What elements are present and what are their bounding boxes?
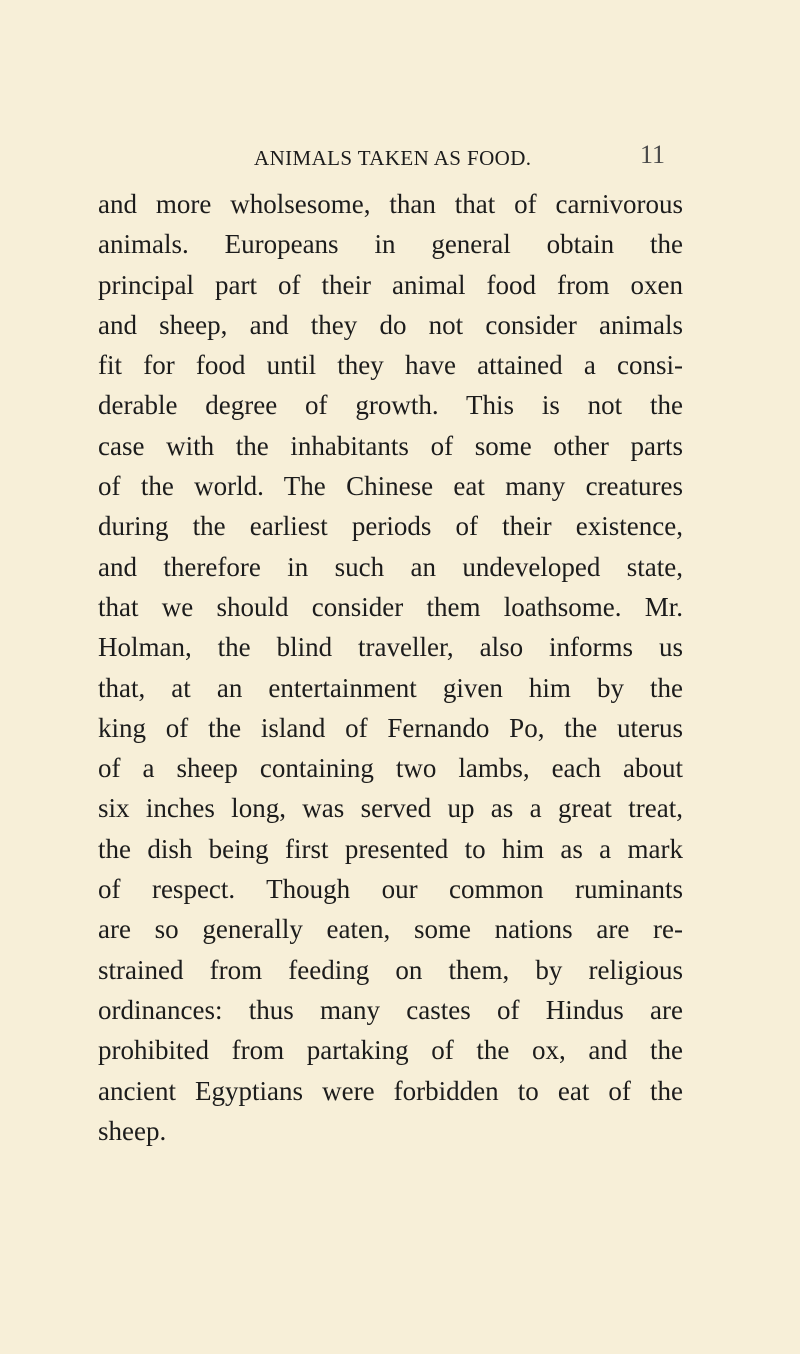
text-line: sheep. [98,1115,167,1146]
text-line: king of the island of Fernando Po, the uterus [98,712,683,743]
text-line: are so generally eaten, some nations are re- [98,914,683,945]
text-line: and more wholsesome, than that of carnivorous [98,189,683,219]
text-line: prohibited from partaking of the ox, and the [98,1035,683,1066]
running-title: ANIMALS TAKEN AS FOOD. [254,146,532,170]
running-head [0,140,800,173]
text-line: Holman, the blind traveller, also informs us [98,632,683,663]
text-line: that we should consider them loathsome. Mr. [98,591,683,622]
body-text [98,184,683,1151]
text-line: derable degree of growth. This is not the [98,390,683,421]
text-line: during the earliest periods of their existence, [98,511,683,542]
text-line: animals. Europeans in general obtain the [98,229,683,260]
text-line: ancient Egyptians were forbidden to eat of the [98,1075,683,1106]
text-line: the dish being first presented to him as a mark [98,833,683,864]
page-number: 11 [640,140,666,169]
text-line: of respect. Though our common ruminants [98,874,683,905]
text-line: case with the inhabitants of some other parts [98,430,683,461]
text-line: ordinances: thus many castes of Hindus are [98,994,683,1025]
text-line: of a sheep containing two lambs, each about [98,753,683,784]
text-line: that, at an entertainment given him by the [98,672,683,703]
text-line: principal part of their animal food from oxen [98,269,683,300]
text-line: fit for food until they have attained a consi- [98,350,683,381]
text-line: strained from feeding on them, by religious [98,954,683,985]
text-line: of the world. The Chinese eat many creatures [98,471,683,502]
text-line: and sheep, and they do not consider animals [98,309,683,340]
text-line: six inches long, was served up as a great treat, [98,793,683,824]
text-line: and therefore in such an undeveloped state, [98,551,683,582]
